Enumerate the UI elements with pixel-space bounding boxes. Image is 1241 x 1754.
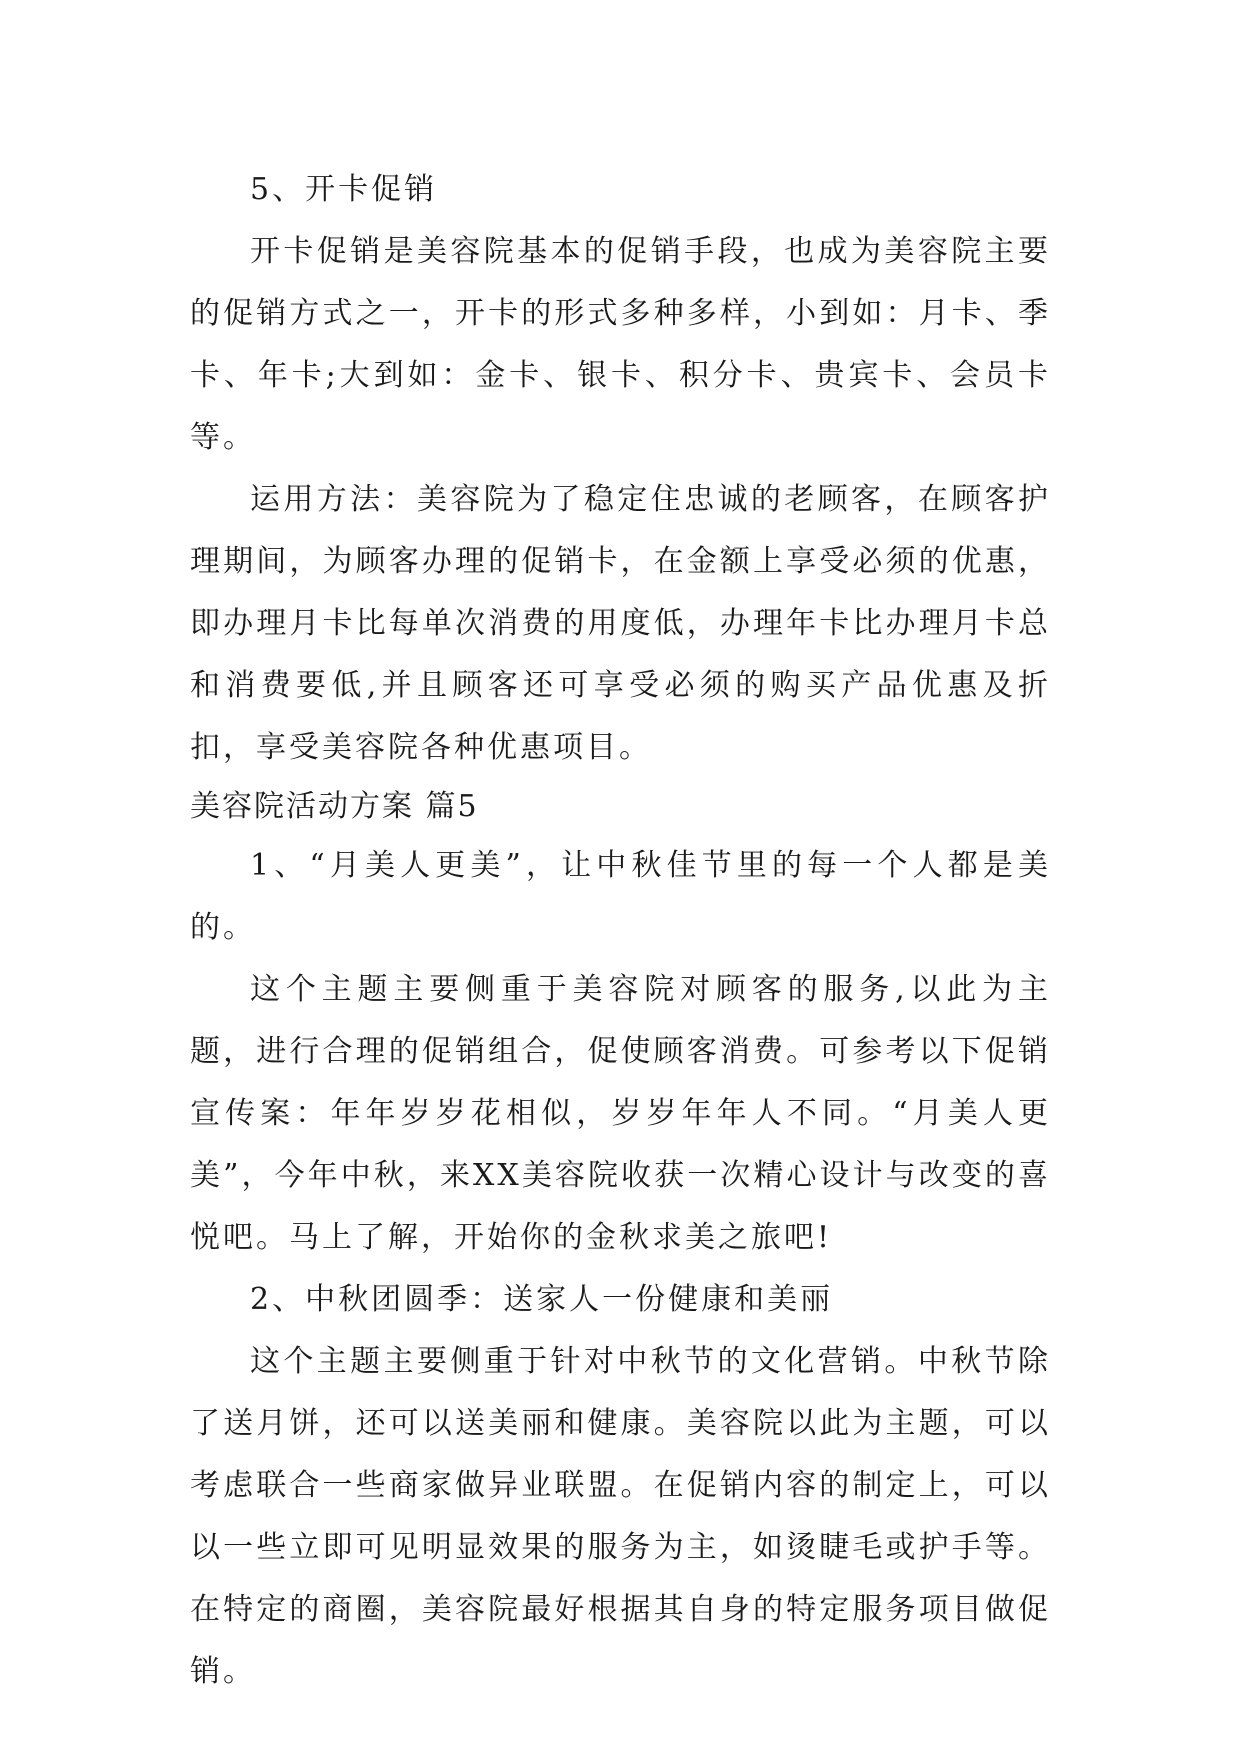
subheading-theme-1: 1、“月美人更美”，让中秋佳节里的每一个人都是美的。 [190, 848, 1051, 945]
paragraph-usage-method: 运用方法：美容院为了稳定住忠诚的老顾客，在顾客护理期间，为顾客办理的促销卡，在金额上享受必须的优惠，即办理月卡比每单次消费的用度低，办理年卡比办理月卡总和消费要低,并且顾客还可享受必须的购买产品优惠及折扣，享受美容院各种优惠项目。 [190, 482, 1051, 765]
paragraph-theme-2-detail: 这个主题主要侧重于针对中秋节的文化营销。中秋节除了送月饼，还可以送美丽和健康。美容院以此为主题，可以考虑联合一些商家做异业联盟。在促销内容的制定上，可以以一些立即可见明显效果的服务为主，如烫睫毛或护手等。在特定的商圈，美容院最好根据其自身的特定服务项目做促销。 [190, 1344, 1051, 1689]
section-title: 美容院活动方案 篇5 [190, 789, 479, 824]
paragraph-theme-1-detail: 这个主题主要侧重于美容院对顾客的服务,以此为主题，进行合理的促销组合，促使顾客消费。可参考以下促销宣传案：年年岁岁花相似，岁岁年年人不同。“月美人更美”，今年中秋，来XX美容院收获一次精心设计与改变的喜悦吧。马上了解，开始你的金秋求美之旅吧! [190, 972, 1051, 1255]
subheading-theme-2: 2、中秋团圆季：送家人一份健康和美丽 [250, 1282, 834, 1317]
paragraph-open-card-intro: 开卡促销是美容院基本的促销手段，也成为美容院主要的促销方式之一，开卡的形式多种多样，小到如：月卡、季卡、年卡;大到如：金卡、银卡、积分卡、贵宾卡、会员卡等。 [190, 234, 1051, 455]
subheading-open-card-promotion: 5、开卡促销 [250, 172, 438, 207]
